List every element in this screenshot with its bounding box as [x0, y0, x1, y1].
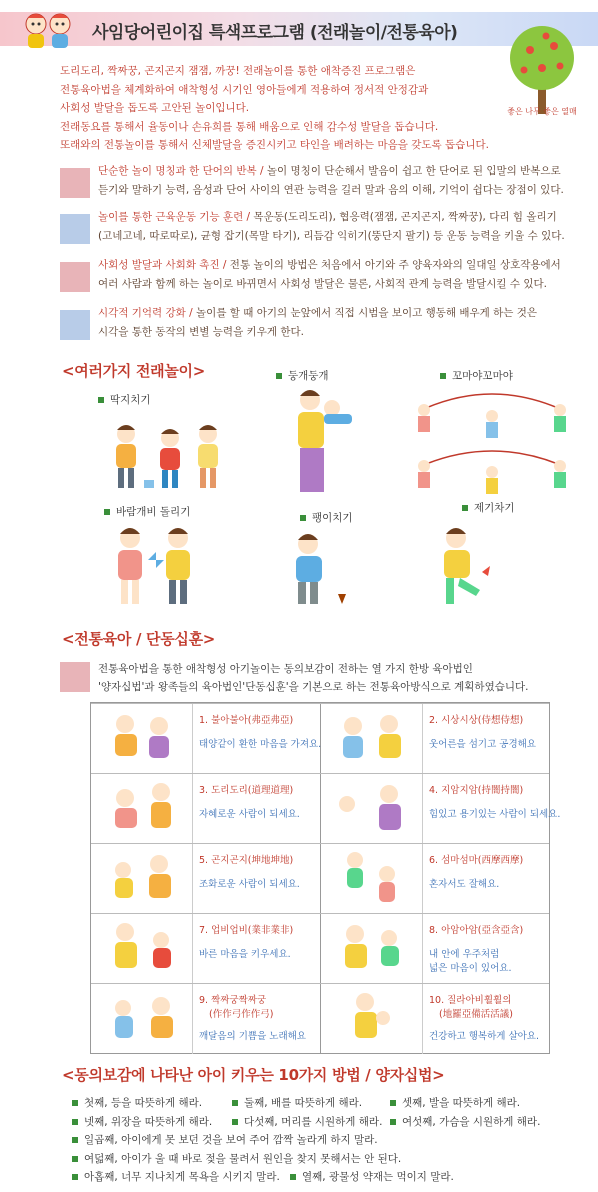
grid-cell [321, 844, 549, 914]
feature-text: 듣기와 말하기 능력, 음성과 단어 사이의 연관 능력을 길러 말과 음의 이해, 기억이 쉽다는 장점이 있다. [98, 184, 564, 196]
feature-text: (고네고네, 따로따로), 균형 잡기(목말 타기), 리듬감 익히기(뚱단지 팔기) 등 운동 능력을 키울 수 있다. [98, 230, 565, 242]
item-desc: 태양같이 환한 마음을 가져요. [199, 739, 322, 750]
feature-text: 여러 사람과 함께 하는 놀이로 바뀌면서 사회성 발달은 물론, 사회적 관계 능력을 발달시킬 수 있다. [98, 278, 547, 290]
feature-text: 놀이를 할 때 아기의 눈앞에서 직접 시범을 보이고 행동해 배우게 하는 것은 [192, 307, 538, 319]
intro-line: 전통육아법을 체계화하여 애착형성 시기인 영아들에게 적용하여 정서적 안정감과 [60, 83, 429, 96]
intro-line: 또래와의 전통놀이를 통해서 신체발달을 증진시키고 타인을 배려하는 마음을 갖도록 돕습니다. [60, 139, 489, 151]
play-illustration [95, 778, 189, 840]
grid-row [91, 983, 549, 1053]
bullet-icon [232, 1119, 238, 1125]
item-name: 10. 질라아비휠휠의 (地羅亞備活活議) [429, 995, 513, 1020]
play-illustration [325, 918, 419, 980]
ways-row [72, 1131, 572, 1150]
grid-cell [91, 914, 320, 984]
traditional-intro-line: 전통육아법을 통한 애착형성 아기놀이는 동의보감이 전하는 열 가지 한방 육아법인 [98, 663, 473, 675]
bullet-icon [72, 1137, 78, 1143]
play-illustration [325, 848, 419, 910]
play-illustration [95, 988, 189, 1050]
feature-highlight: 사회성 발달과 사회화 촉진 / [98, 259, 227, 271]
jegi-illustration [420, 520, 502, 610]
top-spinning-illustration [278, 528, 360, 610]
item-desc: 자혜로운 사람이 되세요. [199, 809, 300, 820]
way-item: 여섯째, 가슴을 시원하게 해라. [390, 1113, 540, 1132]
game-label: 딱지치기 [98, 392, 151, 407]
intro-text [60, 62, 500, 155]
ddakji-illustration [104, 412, 234, 496]
ways-row [72, 1113, 572, 1132]
way-item: 다섯째, 머리를 시원하게 해라. [232, 1113, 382, 1132]
way-item: 아홉째, 너무 지나치게 목욕을 시키지 말라. [72, 1168, 280, 1187]
pink-square-icon [60, 262, 90, 292]
play-illustration [95, 848, 189, 910]
way-item: 첫째, 등을 따뜻하게 해라. [72, 1094, 202, 1113]
item-desc: 바른 마음을 키우세요. [199, 949, 291, 960]
way-item: 열째, 광물성 약재는 먹이지 말라. [290, 1168, 454, 1187]
item-desc: 혼자서도 잘해요. [429, 879, 500, 890]
grid-cell [91, 984, 320, 1054]
bullet-icon [72, 1174, 78, 1180]
intro-line: 전래동요를 통해서 율동이나 손유희를 통해 배움으로 인해 감수성 발달을 돕습니다. [60, 120, 439, 133]
item-name: 9. 짝짜궁짝짜궁 (作作弓作作弓) [199, 995, 274, 1020]
item-desc: 건강하고 행복하게 살아요. [429, 1031, 540, 1042]
game-label: 팽이치기 [300, 510, 353, 525]
grid-cell [91, 844, 320, 914]
game-label: 둥개둥개 [276, 368, 329, 383]
traditional-section-title: <전통육아 / 단동십훈> [62, 630, 216, 648]
intro-line: 도리도리, 짝짜꿍, 곤지곤지 잼잼, 까꿍! 전래놀이를 통한 애착증진 프로그램은 [60, 65, 416, 77]
grid-cell [321, 914, 549, 984]
feature-text: 시각을 통한 동작의 변별 능력을 키우게 한다. [98, 326, 304, 338]
pink-square-icon [60, 168, 90, 198]
item-name: 1. 불아불아(弗亞弗亞) [199, 715, 294, 726]
item-name: 8. 아암아암(亞含亞含) [429, 925, 524, 936]
ways-row [72, 1094, 572, 1113]
item-name: 3. 도리도리(道理道理) [199, 785, 294, 796]
feature-highlight: 단순한 놀이 명칭과 한 단어의 반복 / [98, 165, 264, 177]
bullet-icon [300, 515, 306, 521]
page-title: 사임당어린이집 특색프로그램 (전래놀이/전통육아) [92, 23, 458, 43]
bullet-icon [104, 509, 110, 515]
play-illustration [95, 708, 189, 770]
play-illustration [325, 988, 419, 1050]
item-desc: 조화로운 사람이 되세요. [199, 879, 300, 890]
grid-cell [91, 704, 320, 774]
feature-text: 목운동(도리도리), 협응력(잼잼, 곤지곤지, 짝짜꿍), 다리 힘 올리기 [250, 211, 557, 223]
bullet-icon [290, 1174, 296, 1180]
grid-cell [91, 774, 320, 844]
grid-row [91, 703, 549, 773]
traditional-intro [98, 660, 529, 696]
grid-cell [321, 774, 561, 844]
grid-row [91, 773, 561, 843]
way-item: 일곱째, 아이에게 못 보던 것을 보여 주어 깜짝 놀라게 하지 말라. [72, 1131, 378, 1150]
item-desc: 깨달음의 기쁨을 노래해요 [199, 1031, 306, 1042]
grid-cell [321, 984, 549, 1054]
item-name: 7. 업비업비(業非業非) [199, 925, 294, 936]
play-illustration [325, 708, 419, 770]
bullet-icon [72, 1100, 78, 1106]
feature-item [60, 256, 580, 300]
games-section-title: <여러가지 전래놀이> [62, 362, 205, 380]
ways-section-title: <동의보감에 나타난 아이 키우는 10가지 방법 / 양자십법> [62, 1066, 445, 1084]
feature-text: 놀이 명칭이 단순해서 발음이 쉽고 한 단어로 된 입말의 반복으로 [263, 165, 561, 177]
grid-row [91, 913, 549, 983]
feature-item [60, 162, 580, 206]
bullet-icon [390, 1100, 396, 1106]
bullet-icon [440, 373, 446, 379]
children-logo-icon [20, 8, 80, 52]
intro-line: 사회성 발달을 돕도록 고안된 놀이입니다. [60, 102, 250, 114]
pinwheel-illustration [108, 520, 204, 610]
game-label: 꼬마야꼬마야 [440, 368, 513, 383]
feature-text: 전통 놀이의 방법은 처음에서 아기와 주 양육자와의 일대일 상호작용에서 [226, 259, 561, 271]
bullet-icon [232, 1100, 238, 1106]
way-item: 셋째, 발을 따뜻하게 해라. [390, 1094, 520, 1113]
grid-cell [321, 704, 549, 774]
play-illustration [325, 778, 419, 840]
item-desc: 내 안에 우주처럼 넓은 마음이 있어요. [429, 949, 512, 974]
ways-list [72, 1094, 572, 1187]
bullet-icon [276, 373, 282, 379]
way-item: 넷째, 위장을 따뜻하게 해라. [72, 1113, 212, 1132]
blue-square-icon [60, 310, 90, 340]
feature-item [60, 208, 580, 252]
way-item: 둘째, 배를 따뜻하게 해라. [232, 1094, 362, 1113]
ways-row [72, 1150, 572, 1169]
game-label: 제기차기 [462, 500, 515, 515]
feature-highlight: 놀이를 통한 근육운동 기능 훈련 / [98, 211, 251, 223]
blue-square-icon [60, 214, 90, 244]
feature-highlight: 시각적 기억력 강화 / [98, 307, 193, 319]
way-item: 여덟째, 아이가 울 때 바로 젖을 물려서 원인을 찾지 못해서는 안 된다. [72, 1150, 401, 1169]
kkomaya-illustration [412, 386, 572, 498]
dandong-sipgyeon-grid [90, 702, 561, 1054]
bullet-icon [462, 505, 468, 511]
dunggae-illustration [270, 384, 360, 496]
item-name: 4. 지암지암(持闇持闇) [429, 785, 524, 796]
item-name: 6. 섬마섬마(西摩西摩) [429, 855, 524, 866]
feature-item [60, 304, 580, 348]
bullet-icon [98, 397, 104, 403]
tree-caption: 좋은 나무 좋은 열매 [507, 107, 577, 116]
tree-icon [502, 20, 582, 120]
item-name: 2. 시상시상(侍想侍想) [429, 715, 524, 726]
play-illustration [95, 918, 189, 980]
traditional-intro-line: '양자십법'과 왕족들의 육아법인'단동십훈'을 기본으로 하는 전통육아방식으로 계획하였습니다. [98, 681, 529, 693]
item-desc: 힘있고 용기있는 사람이 되세요. [429, 809, 561, 820]
bullet-icon [72, 1119, 78, 1125]
item-name: 5. 곤지곤지(坤地坤地) [199, 855, 294, 866]
ways-row [72, 1168, 572, 1187]
grid-row [91, 843, 549, 913]
pink-square-icon [60, 662, 90, 692]
bullet-icon [390, 1119, 396, 1125]
game-label: 바람개비 돌리기 [104, 504, 190, 519]
bullet-icon [72, 1156, 78, 1162]
item-desc: 웃어른을 섬기고 공경해요 [429, 739, 536, 750]
